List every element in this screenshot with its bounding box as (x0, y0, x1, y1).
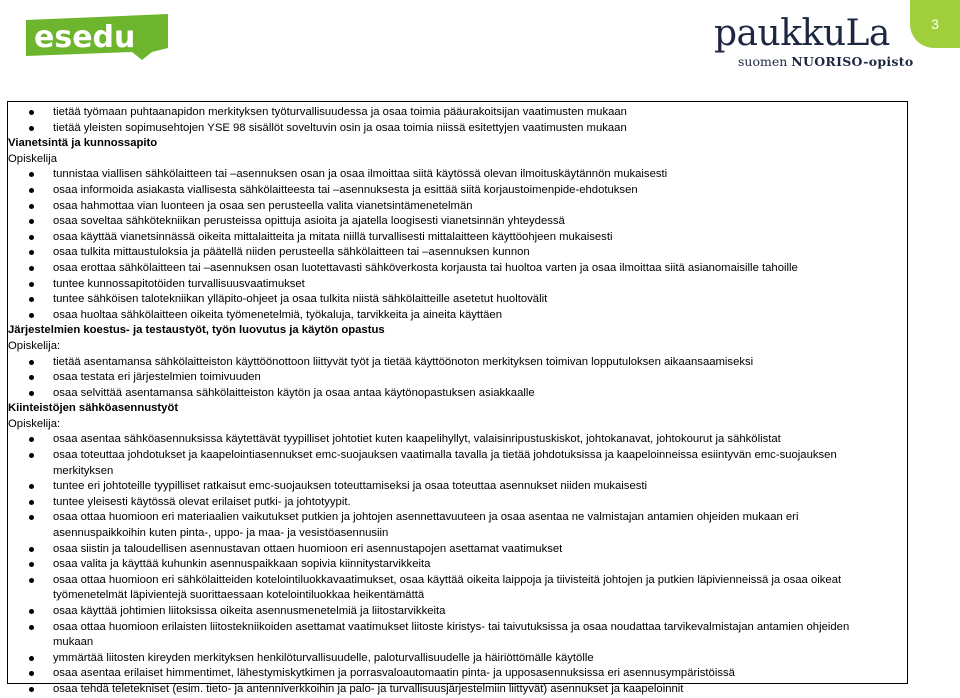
list-item-text: osaa testata eri järjestelmien toimivuuden (53, 371, 261, 384)
bullet-icon (29, 484, 34, 489)
list-item (8, 183, 873, 199)
section-heading: Vianetsintä ja kunnossapito (8, 137, 158, 150)
bullet-icon (29, 578, 34, 583)
list-item (8, 651, 873, 667)
list-item-text: osaa asentaa erilaiset himmentimet, lähestymiskytkimen ja porrasvaloautomaatin pinta- ja upposasennuksissa eri asennusympäristöissä (53, 667, 735, 680)
list-item (8, 448, 873, 479)
list-item (8, 245, 873, 261)
bullet-icon (29, 656, 34, 661)
bullet-list-section3 (8, 355, 907, 402)
list-item-text: osaa ottaa huomioon erilaisten liitostekniikoiden asettamat vaatimukset liitoste kiristys- tai taivutuksissa ja osaa noudattaa tarvikevalmistajan antamien ohjeiden mukaan (53, 620, 850, 649)
list-item (8, 292, 873, 308)
bullet-icon (29, 391, 34, 396)
list-item-text: tietää asentamansa sähkölaitteiston käyttöönottoon liittyvät työt ja tietää käyttöönoton merkityksen toimivan lopputuloksen aikaansaamiseksi (53, 355, 754, 368)
bullet-icon (29, 110, 34, 115)
document-content-box (7, 101, 908, 695)
bullet-icon (29, 671, 34, 676)
list-item-text: osaa selvittää asentamansa sähkölaitteiston käytön ja osaa antaa käytönopastuksen asiakkaalle (53, 386, 535, 399)
list-item-text: ymmärtää liitosten kireyden merkityksen henkilöturvallisuudelle, paloturvallisuudelle ja häiriöttömälle käytölle (53, 651, 594, 664)
bullet-icon (29, 172, 34, 177)
bullet-icon (29, 266, 34, 271)
list-item-text: osaa asentaa sähköasennuksissa käytettävät tyypilliset johtotiet kuten kaapelihyllyt, valaisinripustuskiskot, johtokanavat, johtokourut ja sähkölistat (53, 433, 781, 446)
list-item-text: tietää yleisten sopimusehtojen YSE 98 sisällöt soveltuvin osin ja osaa toimia niissä esitettyjen vaatimusten mukaan (53, 121, 627, 134)
list-item (8, 682, 873, 698)
list-item-text: osaa ottaa huomioon eri sähkölaitteiden kotelointiluokkavaatimukset, osaa käyttää oikeita laippoja ja tiivisteitä johtojen ja putkien läpivienneissä ja osaa oikeat työmenetelmät läpivientejä suorittaessaan kotelointiluokkaa heikentämättä (53, 573, 842, 602)
list-item-text: tuntee eri johtoteille tyypilliset ratkaisut emc-suojauksen toteuttamiseksi ja osaa toteuttaa asennukset niiden mukaisesti (53, 480, 648, 493)
list-item-text: osaa ottaa huomioon eri materiaalien vaikutukset putkien ja johtojen asennettavuuteen ja osaa asentaa ne valmistajan antamien ohjeiden mukaan eri asennuspaikkoihin kuten pinta-, uppo- ja maa- ja vesistöasennusiin (53, 511, 799, 540)
paukkula-logo-sub-light: suomen (738, 54, 788, 69)
bullet-icon (29, 235, 34, 240)
paukkula-logo (714, 13, 914, 74)
list-item-text: tuntee kunnossapitotöiden turvallisuusvaatimukset (53, 277, 305, 290)
bullet-icon (29, 204, 34, 209)
list-item (8, 666, 873, 682)
bullet-icon (29, 282, 34, 287)
list-item-text: osaa informoida asiakasta viallisesta sähkölaitteesta tai –asennuksesta ja esittää siitä korjaustoimenpide-ehdotuksen (53, 183, 638, 196)
bullet-icon (29, 609, 34, 614)
paukkula-logo-sub-bold: NUORISO-opisto (791, 54, 914, 69)
list-item-text: tunnistaa viallisen sähkölaitteen tai –asennuksen osan ja osaa ilmoittaa siitä käytössä olevan ilmoituskäytännön mukaisesti (53, 168, 668, 181)
bullet-icon (29, 687, 34, 692)
bullet-icon (29, 562, 34, 567)
list-item-text: osaa soveltaa sähkötekniikan perusteissa opittuja asioita ja ajatella loogisesti vianetsinnän yhteydessä (53, 215, 565, 228)
role-label: Opiskelija (8, 152, 57, 165)
list-item-text: osaa erottaa sähkölaitteen tai –asennuksen osan luotettavasti sähköverkosta korjausta tai huoltoa varten ja osaa ilmoittaa siitä asianomaisille tahoille (53, 261, 798, 274)
bullet-list-section4 (8, 432, 907, 697)
bullet-icon (29, 515, 34, 520)
list-item-text: osaa hahmottaa vian luonteen ja osaa sen perusteella valita vianetsintämenetelmän (53, 199, 473, 212)
paukkula-logo-word: paukkuLa (714, 13, 890, 54)
list-item (8, 230, 873, 246)
list-item-text: osaa tulkita mittaustuloksia ja päätellä niiden perusteella sähkölaitteen tai –asennuksen kunnon (53, 246, 530, 259)
list-item (8, 510, 873, 541)
section-heading: Kiinteistöjen sähköasennustyöt (8, 402, 179, 415)
list-item (8, 604, 873, 620)
role-label: Opiskelija: (8, 339, 61, 352)
list-item-text: osaa käyttää vianetsinnässä oikeita mittalaitteita ja mitata niillä turvallisesti mittalaitteen käyttöohjeen mukaisesti (53, 230, 613, 243)
bullet-icon (29, 625, 34, 630)
list-item (8, 432, 873, 448)
bullet-icon (29, 219, 34, 224)
list-item (8, 479, 873, 495)
list-item (8, 557, 873, 573)
bullet-icon (29, 188, 34, 193)
section-heading: Järjestelmien koestus- ja testaustyöt, työn luovutus ja käytön opastus (8, 324, 385, 337)
list-item-text: osaa käyttää johtimien liitoksissa oikeita asennusmenetelmiä ja liitostarvikkeita (53, 605, 446, 617)
bullet-icon (29, 360, 34, 365)
list-item (8, 495, 873, 511)
bullet-list-block1 (8, 105, 907, 136)
list-item (8, 355, 873, 371)
list-item (8, 121, 873, 137)
list-item (8, 277, 873, 293)
bullet-icon (29, 126, 34, 131)
esedu-logo (22, 12, 172, 62)
list-item-text: osaa huoltaa sähkölaitteen oikeita työmenetelmiä, työkaluja, tarvikkeita ja aineita käyttäen (53, 308, 503, 321)
list-item (8, 573, 873, 604)
list-item-text: tietää työmaan puhtaanapidon merkityksen työturvallisuudessa ja osaa toimia pääurakoitsijan vaatimusten mukaan (53, 106, 627, 118)
list-item (8, 261, 913, 277)
list-item (8, 370, 873, 386)
page-number-badge: 3 (910, 0, 960, 48)
paukkula-logo-subtitle (738, 54, 913, 70)
bullet-icon (29, 375, 34, 380)
role-label: Opiskelija: (8, 417, 61, 430)
list-item-text: osaa tehdä teletekniset (esim. tieto- ja antenniverkkoihin ja palo- ja turvallisuusjärjestelmiin liittyvät) asennukset ja kaapeloinnit (53, 682, 684, 695)
bullet-icon (29, 547, 34, 552)
esedu-logo-text: esedu (34, 20, 136, 55)
list-item (8, 620, 873, 651)
list-item (8, 167, 873, 183)
list-item-text: tuntee sähköisen talotekniikan ylläpito-ohjeet ja osaa tulkita niistä sähkölaitteille asetetut huoltovälit (53, 293, 548, 306)
list-item (8, 105, 873, 121)
bullet-icon (29, 500, 34, 505)
list-item (8, 199, 873, 215)
list-item-text: tuntee yleisesti käytössä olevat erilaiset putki- ja johtotyypit. (53, 495, 351, 508)
list-item-text: osaa siistin ja taloudellisen asennustavan ottaen huomioon eri asennustapojen asettamat vaatimukset (53, 542, 563, 555)
bullet-icon (29, 313, 34, 318)
list-item-text: osaa valita ja käyttää kuhunkin asennuspaikkaan sopivia kiinnitystarvikkeita (53, 558, 431, 571)
bullet-icon (29, 250, 34, 255)
list-item (8, 386, 873, 402)
list-item (8, 542, 873, 558)
list-item (8, 214, 873, 230)
list-item-text: osaa toteuttaa johdotukset ja kaapelointiasennukset emc-suojauksen vaatimalla tavalla ja tietää johdotuksissa ja kaapeloinneissa esiintyvän emc-suojauksen merkityksen (53, 449, 837, 477)
bullet-icon (29, 297, 34, 302)
bullet-icon (29, 437, 34, 442)
bullet-list-section2 (8, 167, 907, 323)
bullet-icon (29, 453, 34, 458)
list-item (8, 308, 873, 324)
